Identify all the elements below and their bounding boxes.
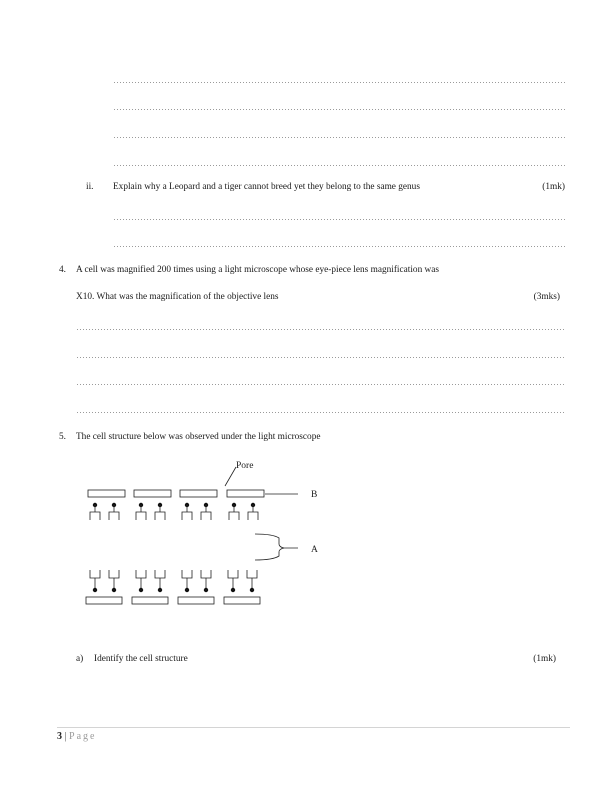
question-4-line1: A cell was magnified 200 times using a light microscope whose eye-piece lens magnification was [76, 265, 439, 275]
connector-fork [109, 512, 119, 520]
connector-fork [201, 512, 211, 520]
connector-dot [185, 588, 189, 592]
connector-fork [182, 570, 192, 578]
connector-dot [112, 588, 116, 592]
question-3-ii-number: ii. [86, 182, 94, 192]
connector-fork [228, 570, 238, 578]
connector-fork [136, 570, 146, 578]
connector-dot [139, 588, 143, 592]
cell-wall-block [178, 597, 214, 604]
page-footer [57, 731, 96, 742]
question-4-number: 4. [59, 265, 66, 275]
answer-line[interactable] [113, 246, 565, 247]
connector-fork [247, 570, 257, 578]
cell-wall-block [227, 490, 264, 497]
connector-dot [204, 588, 208, 592]
answer-line[interactable] [113, 137, 565, 138]
cell-wall-block [224, 597, 260, 604]
answer-line[interactable] [113, 82, 565, 83]
question-3-ii-text: Explain why a Leopard and a tiger cannot breed yet they belong to the same genus [113, 182, 420, 192]
connector-fork [109, 570, 119, 578]
answer-line[interactable] [76, 412, 566, 413]
question-5-number: 5. [59, 432, 66, 442]
connector-dot [250, 588, 254, 592]
connector-dot [93, 588, 97, 592]
footer-separator: | [64, 731, 67, 742]
connector-fork [90, 512, 100, 520]
label-pore: Pore [236, 461, 254, 471]
answer-line[interactable] [76, 384, 566, 385]
connector-fork [136, 512, 146, 520]
connector-fork [155, 512, 165, 520]
a-bracket [255, 534, 298, 560]
cell-structure-diagram [70, 452, 350, 612]
connector-fork [201, 570, 211, 578]
connector-fork [90, 570, 100, 578]
label-a: A [311, 545, 318, 555]
connector-fork [155, 570, 165, 578]
cell-wall-block [132, 597, 168, 604]
question-5a-text: Identify the cell structure [94, 654, 188, 664]
lower-cell-row [86, 570, 260, 604]
question-3-ii-marks: (1mk) [542, 182, 565, 192]
cell-wall-block [86, 597, 122, 604]
page-label: Page [69, 731, 97, 742]
question-5a-number: a) [76, 654, 84, 664]
cell-wall-block [180, 490, 217, 497]
pore-pointer-line [225, 467, 236, 486]
question-4-marks: (3mks) [533, 292, 560, 302]
connector-fork [182, 512, 192, 520]
connector-fork [248, 512, 258, 520]
connector-dot [231, 588, 235, 592]
answer-line[interactable] [113, 219, 565, 220]
cell-wall-block [134, 490, 171, 497]
answer-line[interactable] [76, 357, 566, 358]
connector-dot [158, 588, 162, 592]
question-5a-marks: (1mk) [533, 654, 556, 664]
label-b: B [311, 490, 318, 500]
connector-fork [229, 512, 239, 520]
answer-line[interactable] [113, 165, 565, 166]
question-4-line2: X10. What was the magnification of the objective lens [76, 292, 279, 302]
question-5-text: The cell structure below was observed under the light microscope [76, 432, 321, 442]
page-number: 3 [57, 731, 62, 742]
answer-line[interactable] [76, 329, 566, 330]
answer-line[interactable] [113, 109, 565, 110]
upper-cell-row [88, 490, 264, 520]
cell-wall-block [88, 490, 125, 497]
footer-divider [57, 727, 570, 728]
